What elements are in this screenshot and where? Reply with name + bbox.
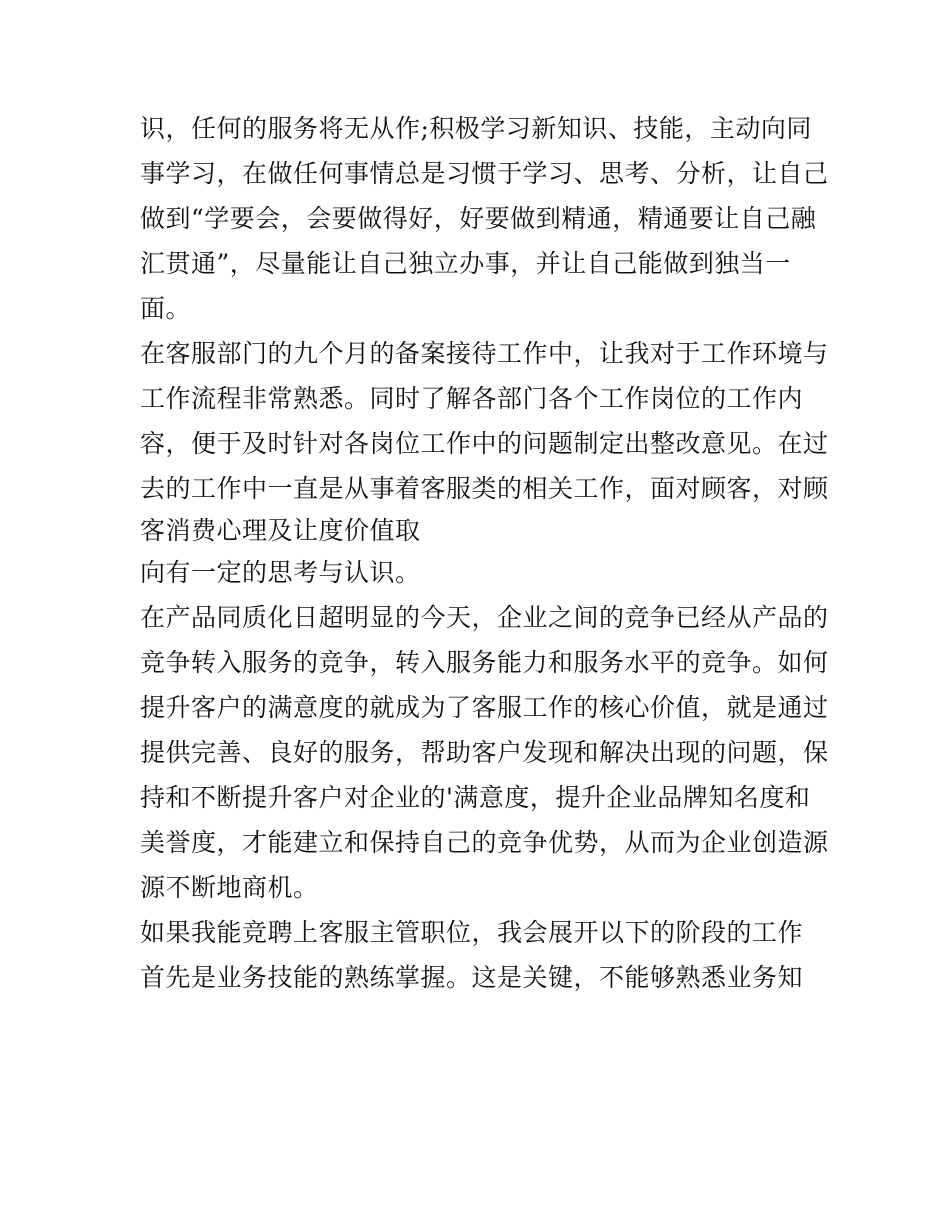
text-line: 在产品同质化日超明显的今天，企业之间的竞争已经从产品的 [140, 603, 829, 632]
text-line: 提供完善、良好的服务，帮助客户发现和解决出现的问题，保 [140, 738, 829, 767]
text-line: 向有一定的思考与认识。 [140, 558, 421, 587]
text-line: 源不断地商机。 [140, 873, 319, 902]
text-line: 竞争转入服务的竞争，转入服务能力和服务水平的竞争。如何 [140, 648, 829, 677]
text-line: 容，便于及时针对各岗位工作中的问题制定出整改意见。在过 [140, 429, 829, 458]
text-line: 事学习，在做任何事情总是习惯于学习、思考、分析，让自己 [140, 159, 829, 188]
text-line: 做到“学要会，会要做得好，好要做到精通，精通要让自己融 [140, 204, 817, 233]
text-line: 首先是业务技能的熟练掌握。这是关键，不能够熟悉业务知 [140, 963, 804, 992]
text-line: 面。 [140, 294, 192, 323]
text-line: 在客服部门的九个月的备案接待工作中，让我对于工作环境与 [140, 339, 829, 368]
text-line: 美誉度，才能建立和保持自己的竞争优势，从而为企业创造源 [140, 828, 829, 857]
text-line: 持和不断提升客户对企业的'满意度，提升企业品牌知名度和 [140, 783, 811, 812]
text-line: 汇贯通”，尽量能让自己独立办事，并让自己能做到独当一 [140, 249, 791, 278]
document-body [140, 106, 830, 1000]
text-line: 去的工作中一直是从事着客服类的相关工作，面对顾客，对顾 [140, 474, 829, 503]
text-line: 提升客户的满意度的就成为了客服工作的核心价值，就是通过 [140, 693, 829, 722]
text-line: 如果我能竞聘上客服主管职位，我会展开以下的阶段的工作 [140, 918, 804, 947]
text-line: 工作流程非常熟悉。同时了解各部门各个工作岗位的工作内 [140, 384, 804, 413]
text-line: 识，任何的服务将无从作;积极学习新知识、技能，主动向同 [140, 114, 812, 143]
text-line: 客消费心理及让度价值取 [140, 516, 421, 545]
